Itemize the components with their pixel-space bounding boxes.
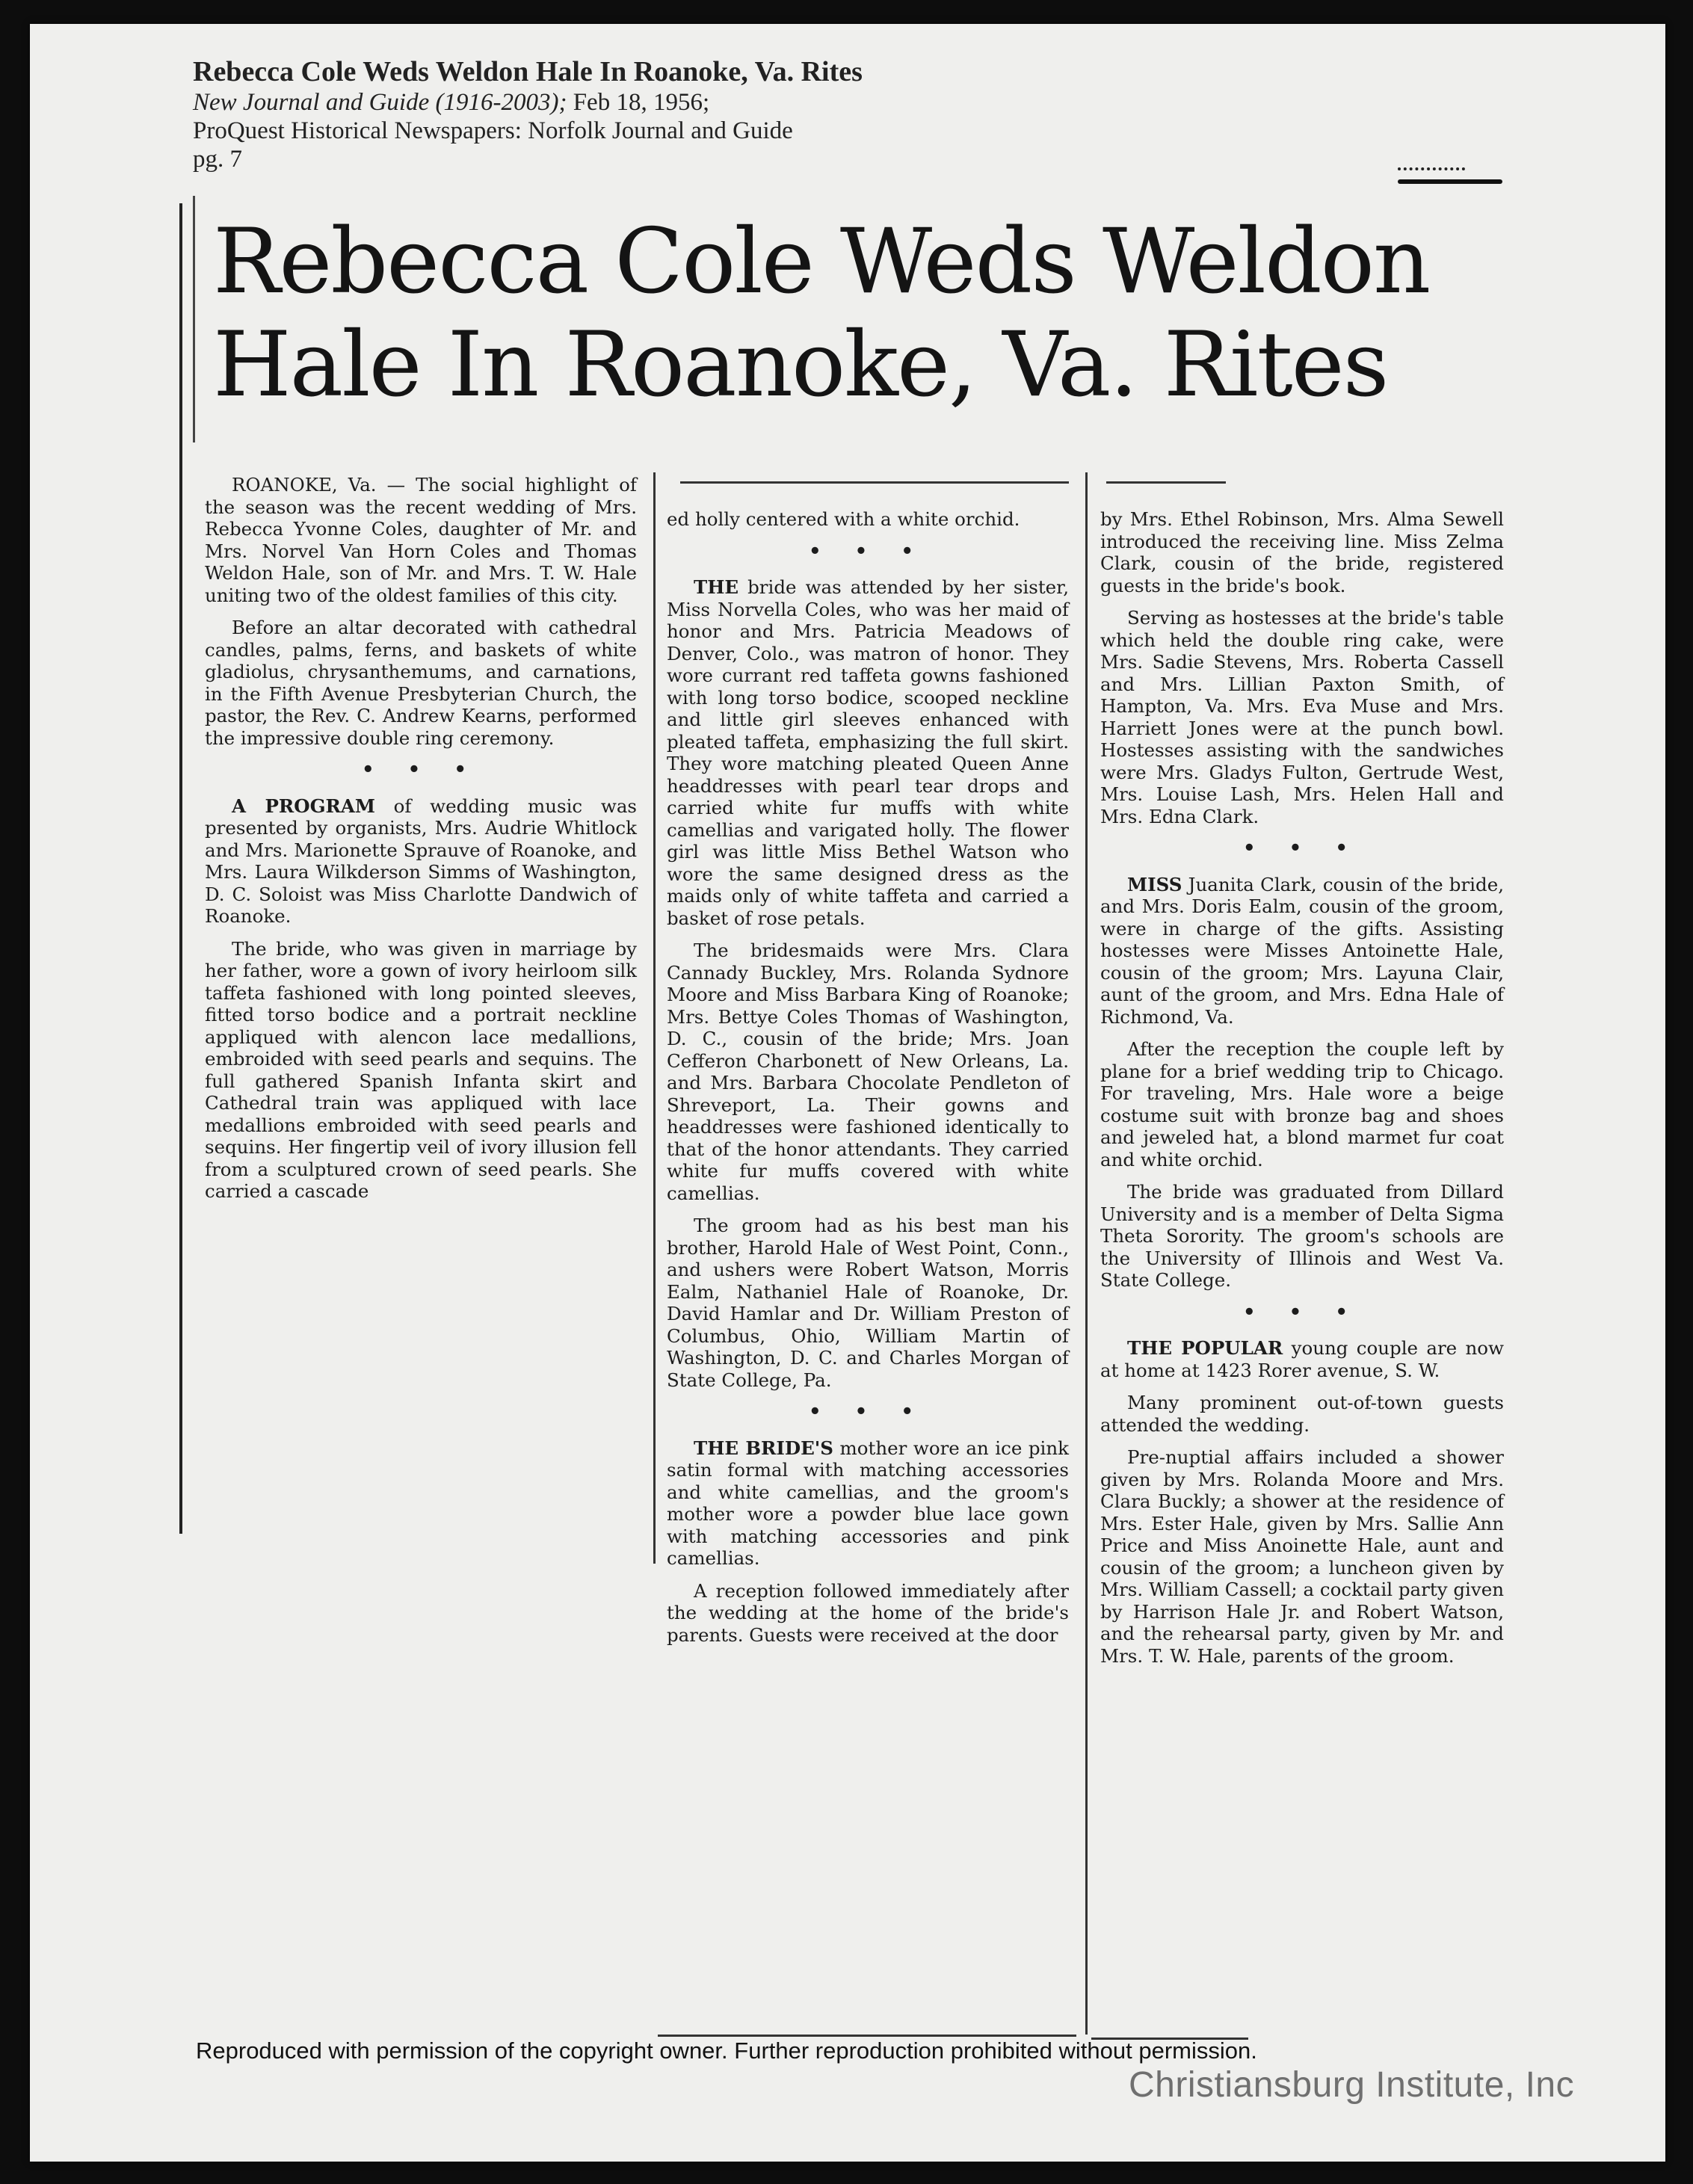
paragraph-text: of wedding music was presented by organists, Mrs. Audrie Whitlock and Mrs. Marionette Sprauve of Roanoke, and Mrs. Laura Wilkderson Simms of Washington, D. C. Soloist was Miss Charlotte Dandwich of Roanoke. [205,795,637,927]
citation-page: pg. 7 [193,146,242,173]
column-divider-2 [1085,472,1088,2035]
citation-title: Rebecca Cole Weds Weldon Hale In Roanoke, Va. Rites [193,56,863,87]
watermark: Christiansburg Institute, Inc [1129,2065,1575,2105]
section-break: • • • [1243,1301,1361,1324]
section-break: • • • [809,1401,927,1423]
section-break: • • • [1243,837,1361,860]
paragraph-lead: A PROGRAM [232,795,375,817]
paragraph: Before an altar decorated with cathedral candles, palms, ferns, and baskets of white gladiolus, chrysanthemums, and carnations, in the Fifth Avenue Presbyterian Church, the pastor, the Rev. C. Andrew Kearns, performed the impressive double ring ceremony. [205,617,637,749]
citation-date: Feb 18, 1956; [567,89,710,116]
paragraph-lead: THE BRIDE'S [694,1437,833,1459]
paragraph: Pre-nuptial affairs included a shower given by Mrs. Rolanda Moore and Mrs. Clara Buckly; a shower at the residence of Mrs. Ester Hale, given by Mrs. Sallie Ann Price and Miss Anoinette Hale, aunt and cousin of the groom; a luncheon given by Mrs. William Cassell; a cocktail party given by Harrison Hale Jr. and Robert Watson, and the rehearsal party, given by Mr. and Mrs. T. W. Hale, parents of the groom. [1100,1446,1504,1667]
paragraph: Many prominent out-of-town guests attended the wedding. [1100,1392,1504,1436]
document-sheet [30,24,1665,2162]
paragraph-text: Juanita Clark, cousin of the bride, and Mrs. Doris Ealm, cousin of the groom, were in charge of the gifts. Assisting hostesses were Misses Antoinette Hale, cousin of the groom; Mrs. Layuna Clair, aunt of the groom, and Mrs. Edna Hale of Richmond, Va. [1100,873,1504,1028]
paragraph: The bride was graduated from Dillard University and is a member of Delta Sigma Theta Sorority. The groom's schools are the University of Illinois and West Va. State College. [1100,1181,1504,1291]
paragraph [1100,874,1504,1028]
paragraph: ROANOKE, Va. — The social highlight of the season was the recent wedding of Mrs. Rebecca Yvonne Coles, daughter of Mr. and Mrs. Norvel Van Horn Coles and Thomas Weldon Hale, son of Mr. and Mrs. T. W. Hale uniting two of the oldest families of this city. [205,474,637,606]
section-break: • • • [362,759,480,781]
paragraph: The groom had as his best man his brother, Harold Hale of West Point, Conn., and ushers were Robert Watson, Morris Ealm, Nathaniel Hale of Roanoke, Dr. David Hamlar and Dr. William Preston of Columbus, Ohio, William Martin of Washington, D. C. and Charles Morgan of State College, Pa. [667,1215,1069,1391]
paragraph: The bridesmaids were Mrs. Clara Cannady Buckley, Mrs. Rolanda Sydnore Moore and Miss Barbara King of Roanoke; Mrs. Bettye Coles Thomas of Washington, D. C., cousin of the bride; Mrs. Joan Cefferon Charbonett of New Orleans, La. and Mrs. Barbara Chocolate Pendleton of Shreveport, La. Their gowns and headdresses were fashioned identically to that of the honor attendants. They carried white fur muffs covered with white camellias. [667,940,1069,1204]
column-bottom-rule-2 [658,2035,1076,2037]
paragraph: A reception followed immediately after the wedding at the home of the bride's parents. Guests were received at the door [667,1579,1069,1646]
top-dash-rule [1398,167,1465,173]
section-break: • • • [809,540,927,563]
article-column-3 [1100,508,1504,1677]
paragraph: Serving as hostesses at the bride's table which held the double ring cake, were Mrs. Sadie Stevens, Mrs. Roberta Cassell and Mrs. Lillian Paxton Smith, of Hampton, Va. Mrs. Eva Muse and Mrs. Harriett Jones were at the punch bowl. Hostesses assisting with the sandwiches were Mrs. Gladys Fulton, Gertrude West, Mrs. Louise Lash, Mrs. Helen Hall and Mrs. Edna Clark. [1100,607,1504,827]
citation-block [193,55,1314,173]
paragraph [667,1437,1069,1570]
paragraph [667,576,1069,929]
copyright-footer: Reproduced with permission of the copyright owner. Further reproduction prohibited without permission. [196,2038,1257,2064]
citation-database: ProQuest Historical Newspapers: Norfolk Journal and Guide [193,117,793,144]
paragraph-lead: THE [694,576,739,598]
paragraph [1100,1337,1504,1381]
citation-source [193,88,1314,117]
paragraph-text: young couple are now at home at 1423 Rorer avenue, S. W. [1100,1337,1505,1381]
paragraph [205,795,637,928]
headline-line-1: Rebecca Cole Weds Weldon [213,210,1430,314]
left-edge-rule [193,196,195,442]
column-top-rule-2 [680,481,1069,484]
paragraph-lead: MISS [1127,873,1182,895]
column-top-rule-3 [1106,481,1226,484]
paragraph: The bride, who was given in marriage by her father, wore a gown of ivory heirloom silk taffeta fashioned with long pointed sleeves, fitted torso bodice and a portrait neckline appliqued with alencon lace medallions, embroided with seed pearls and sequins. The full gathered Spanish Infanta skirt and Cathedral train was appliqued with lace medallions embroided with seed pearls and sequins. Her fingertip veil of ivory illusion fell from a sculptured crown of seed pearls. She carried a cascade [205,937,637,1202]
paragraph: ed holly centered with a white orchid. [667,508,1020,530]
paragraph-lead: THE POPULAR [1127,1337,1283,1359]
column-divider-1 [653,472,656,1564]
article-column-2 [667,508,1069,1656]
paragraph-text: mother wore an ice pink satin formal with matching accessories and white camellias, and the groom's mother wore a powder blue lace gown with matching accessories and pink camellias. [667,1437,1069,1569]
top-rule [1398,179,1502,184]
left-column-rule [179,203,182,1534]
paragraph-text: bride was attended by her sister, Miss Norvella Coles, who was her maid of honor and Mrs. Patricia Meadows of Denver, Colo., was matron of honor. They wore currant red taffeta gowns fashioned with long torso bodice, scooped neckline and little girl sleeves enhanced with pleated taffeta, emphasizing the full skirt. They wore matching pleated Queen Anne headdresses with pearl tear drops and carried white fur muffs with white camellias and varigated holly. The flower girl was little Miss Bethel Watson who wore the same designed dress as the maids only of white taffeta and carried a basket of rose petals. [667,576,1069,929]
citation-source-name: New Journal and Guide (1916-2003); [193,89,567,116]
article-column-1 [205,474,637,1213]
paragraph: by Mrs. Ethel Robinson, Mrs. Alma Sewell introduced the receiving line. Miss Zelma Clark, cousin of the bride, registered guests in the bride's book. [1100,508,1504,596]
headline-line-2: Hale In Roanoke, Va. Rites [213,313,1388,417]
paragraph: After the reception the couple left by plane for a brief wedding trip to Chicago. For traveling, Mrs. Hale wore a beige costume suit with bronze bag and shoes and jeweled hat, a blond marmet fur coat and white orchid. [1100,1038,1504,1170]
article-headline [213,211,1484,417]
